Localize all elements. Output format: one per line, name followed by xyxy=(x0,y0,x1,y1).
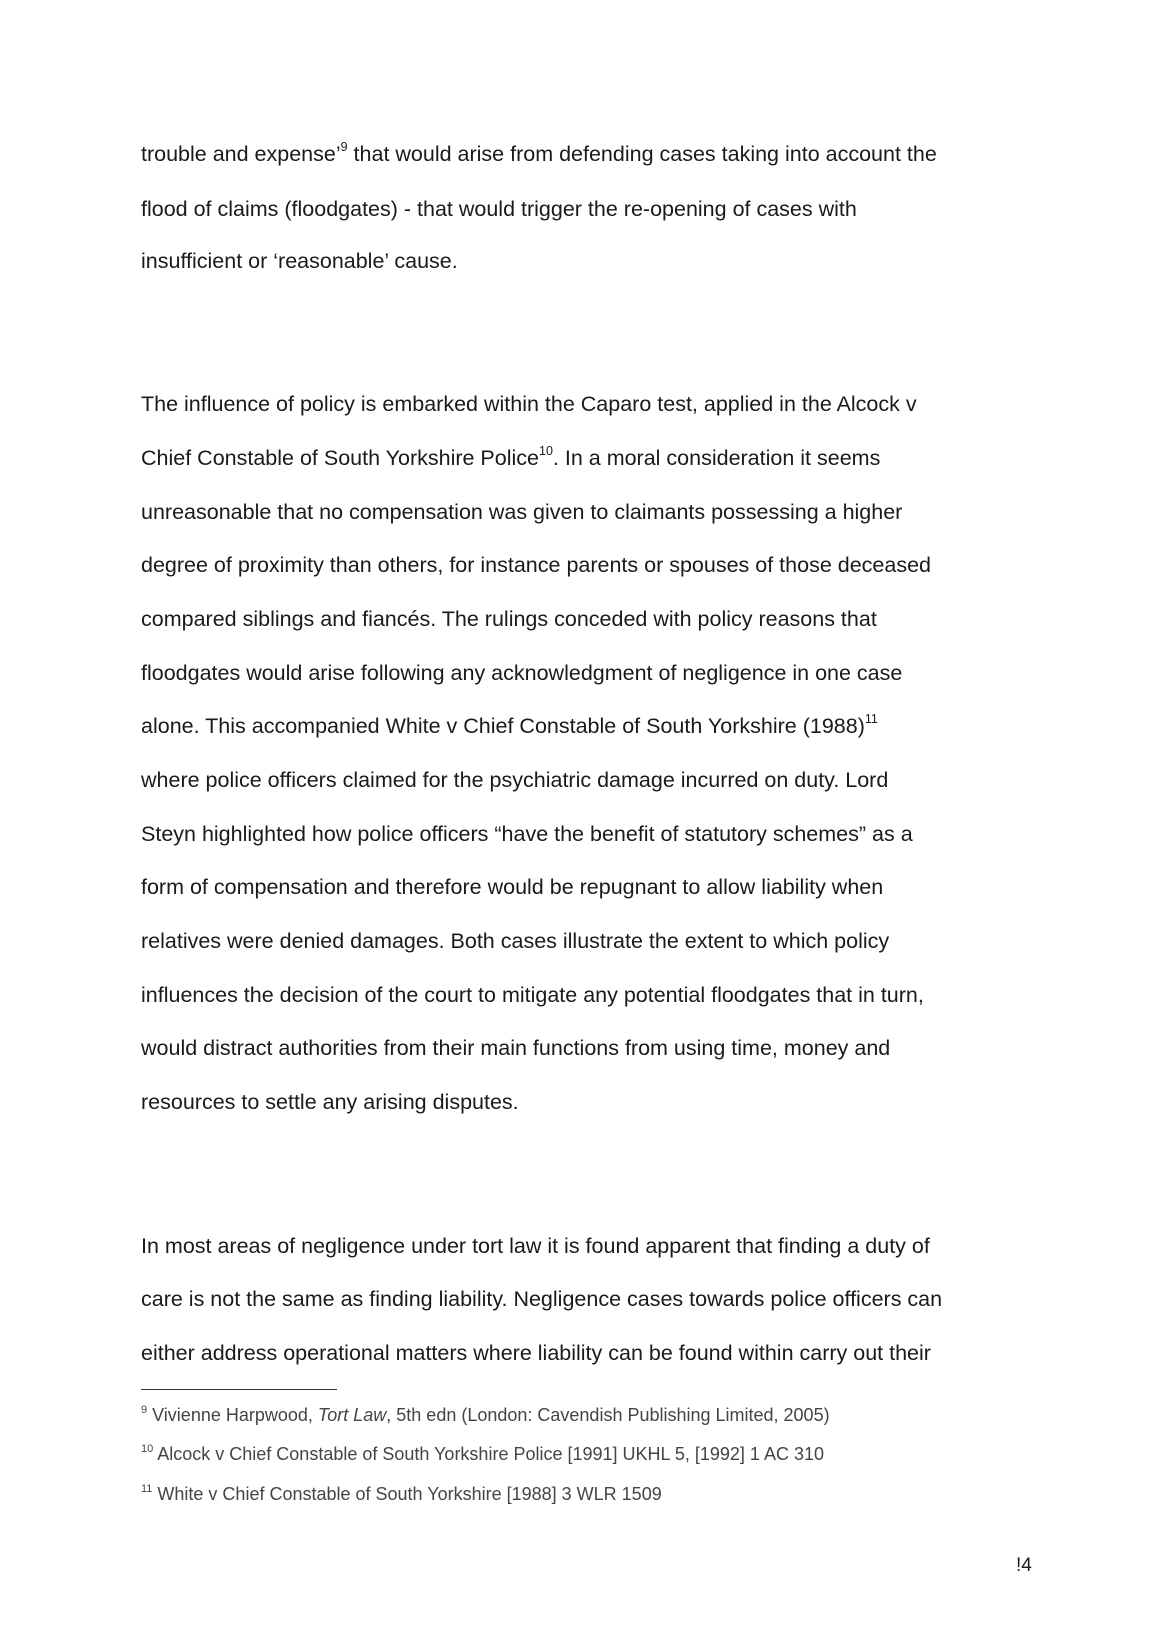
text-span: alone. This accompanied White v Chief Constable of South Yorkshire (1988) xyxy=(141,714,865,738)
paragraph-2-line-1: The influence of policy is embarked within the Caparo test, applied in the Alcock v xyxy=(141,392,917,416)
footnote-text: Vivienne Harpwood, xyxy=(147,1405,318,1425)
text-span: Chief Constable of South Yorkshire Police xyxy=(141,446,539,470)
footnote-title-italic: Tort Law xyxy=(317,1405,387,1425)
paragraph-2-line-9: Steyn highlighted how police officers “have the benefit of statutory schemes” as a xyxy=(141,822,913,846)
text-span: trouble and expense’ xyxy=(141,142,341,166)
paragraph-3-line-2: care is not the same as finding liability. Negligence cases towards police officers can xyxy=(141,1287,943,1311)
footnote-number: 10 xyxy=(141,1443,154,1455)
footnote-ref-11[interactable]: 11 xyxy=(864,711,878,726)
paragraph-2-line-10: form of compensation and therefore would be repugnant to allow liability when xyxy=(141,875,884,899)
footnote-9 xyxy=(141,1404,830,1426)
footnote-10 xyxy=(141,1443,824,1465)
paragraph-3-line-1: In most areas of negligence under tort law it is found apparent that finding a duty of xyxy=(141,1234,930,1258)
text-span: that would arise from defending cases taking into account the xyxy=(347,142,937,166)
page-number: !4 xyxy=(1016,1555,1032,1576)
paragraph-2-line-11: relatives were denied damages. Both cases illustrate the extent to which policy xyxy=(141,929,890,953)
footnote-text: Alcock v Chief Constable of South Yorkshire Police [1991] UKHL 5, [1992] 1 AC 310 xyxy=(153,1444,824,1464)
footnote-text: White v Chief Constable of South Yorkshire [1988] 3 WLR 1509 xyxy=(152,1484,662,1504)
footnote-number: 11 xyxy=(141,1483,153,1495)
paragraph-2-line-3: unreasonable that no compensation was given to claimants possessing a higher xyxy=(141,500,903,524)
paragraph-1-line-1 xyxy=(141,141,937,167)
footnote-ref-9[interactable]: 9 xyxy=(340,139,348,154)
paragraph-2-line-2 xyxy=(141,445,880,471)
paragraph-1-line-2: flood of claims (floodgates) - that would trigger the re-opening of cases with xyxy=(141,197,857,221)
footnote-ref-10[interactable]: 10 xyxy=(539,443,553,458)
footnote-number: 9 xyxy=(141,1404,148,1416)
footnote-text: , 5th edn (London: Cavendish Publishing Limited, 2005) xyxy=(386,1405,830,1425)
paragraph-2-line-5: compared siblings and fiancés. The rulings conceded with policy reasons that xyxy=(141,607,877,631)
paragraph-2-line-7 xyxy=(141,713,878,739)
paragraph-3-line-3: either address operational matters where liability can be found within carry out their xyxy=(141,1341,931,1365)
paragraph-2-line-13: would distract authorities from their main functions from using time, money and xyxy=(141,1036,891,1060)
paragraph-2-line-8: where police officers claimed for the psychiatric damage incurred on duty. Lord xyxy=(141,768,889,792)
paragraph-2-line-6: floodgates would arise following any acknowledgment of negligence in one case xyxy=(141,661,903,685)
paragraph-2-line-4: degree of proximity than others, for instance parents or spouses of those deceased xyxy=(141,553,931,577)
footnote-separator xyxy=(141,1389,337,1390)
footnote-11 xyxy=(141,1483,662,1505)
text-span: . In a moral consideration it seems xyxy=(552,446,881,470)
paragraph-2-line-14: resources to settle any arising disputes. xyxy=(141,1090,519,1114)
paragraph-2-line-12: influences the decision of the court to mitigate any potential floodgates that in turn, xyxy=(141,983,924,1007)
paragraph-1-line-3: insufficient or ‘reasonable’ cause. xyxy=(141,249,458,273)
